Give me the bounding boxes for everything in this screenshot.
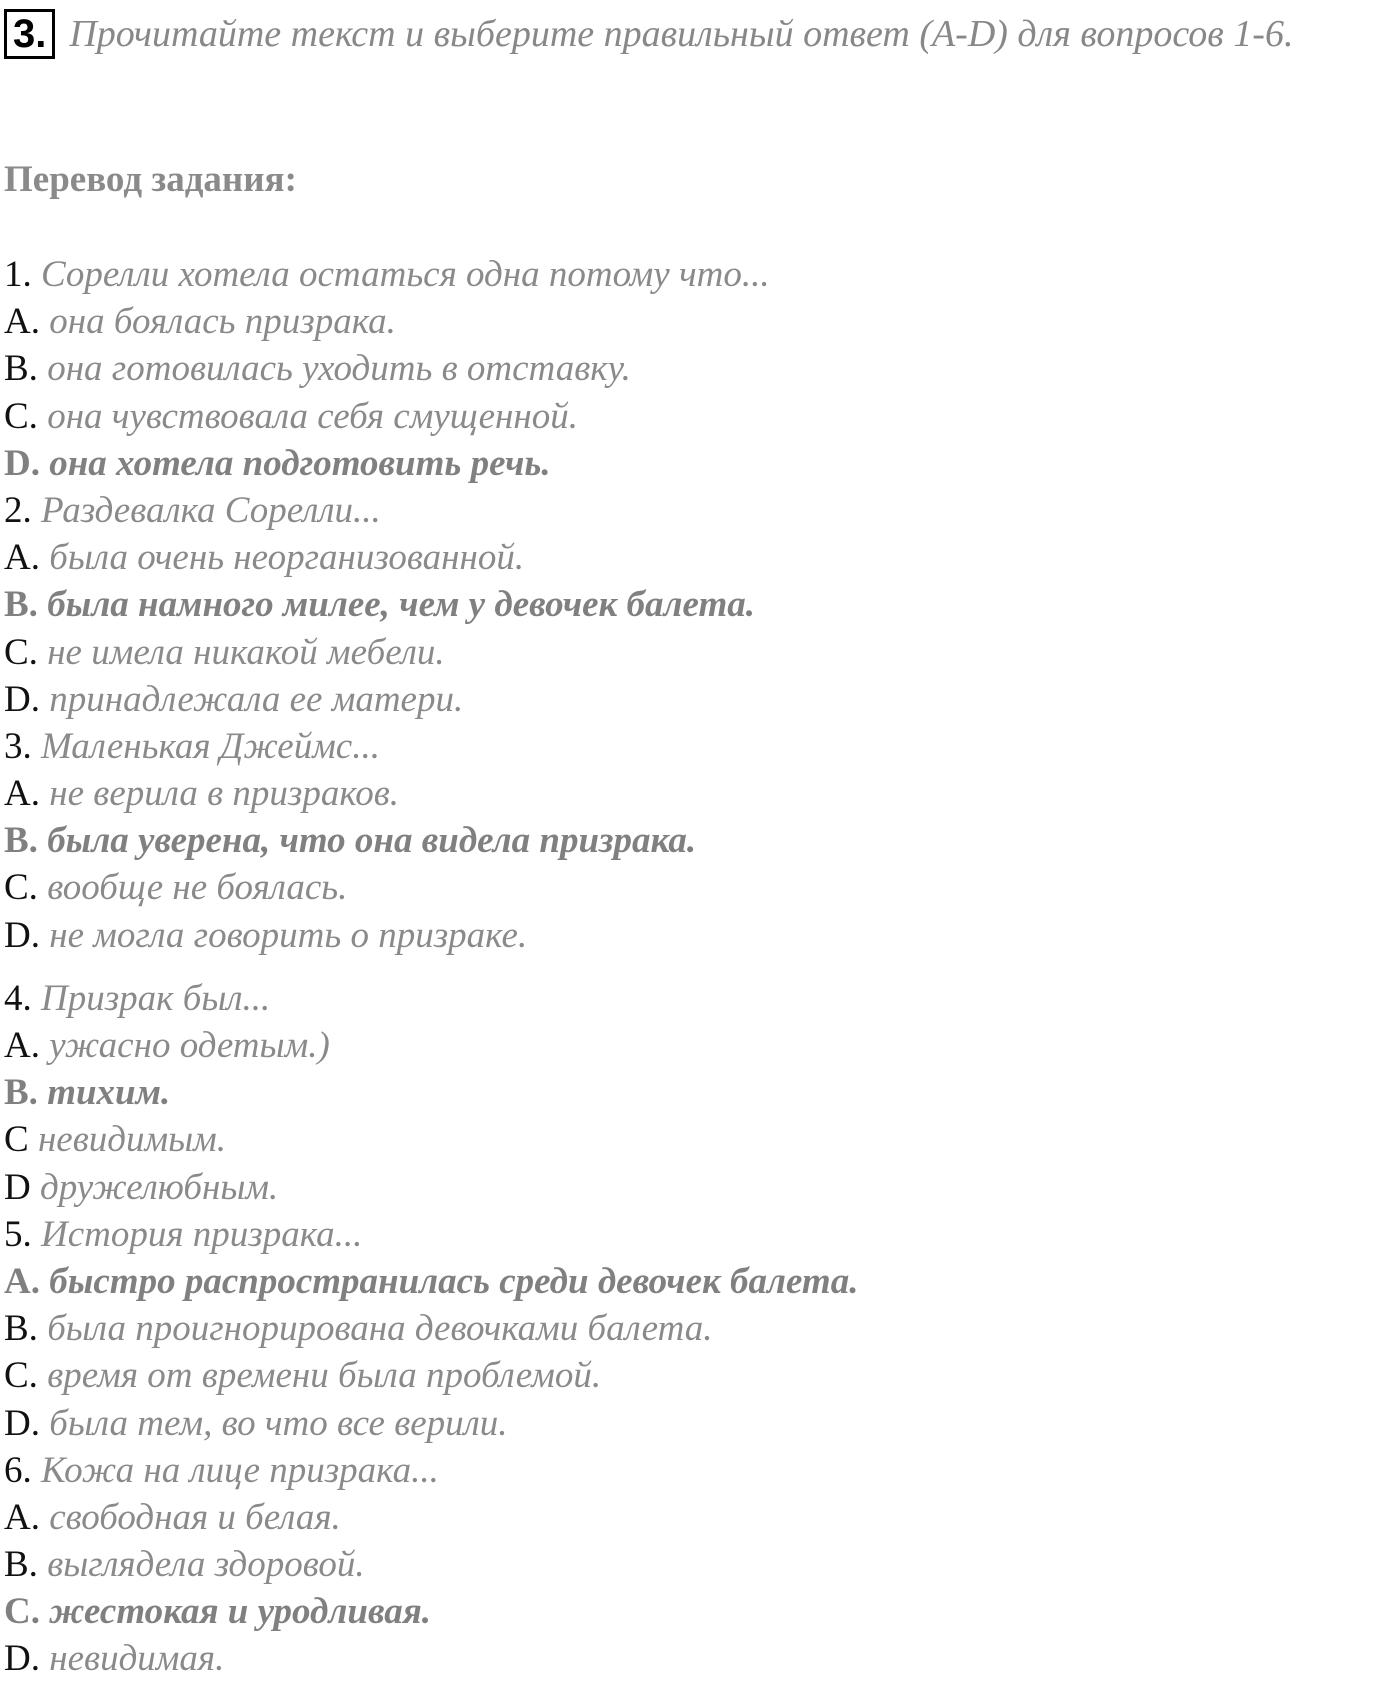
option-text: дружелюбным. xyxy=(39,1166,279,1208)
option-letter: C. xyxy=(4,631,38,673)
option-text: она чувствовала себя смущенной. xyxy=(47,395,578,437)
option-text: принадлежала ее матери. xyxy=(49,678,464,720)
answer-option xyxy=(4,534,1394,581)
answer-option xyxy=(4,629,1394,676)
option-letter: B. xyxy=(4,1072,38,1114)
option-letter: A. xyxy=(4,537,40,579)
question-number: 4. xyxy=(4,977,32,1019)
option-text: была проигнорирована девочками балета. xyxy=(47,1308,713,1350)
option-letter: D. xyxy=(4,678,40,720)
question-number: 1. xyxy=(4,254,32,295)
answer-option xyxy=(4,1400,1394,1447)
option-text: была уверена, что она видела призрака. xyxy=(47,820,697,862)
answer-option xyxy=(4,1352,1394,1399)
option-text: ужасно одетым.) xyxy=(49,1025,330,1066)
option-letter: A. xyxy=(4,1025,40,1066)
option-letter: C xyxy=(4,1119,29,1161)
question-6 xyxy=(4,1447,1394,1494)
question-list xyxy=(4,251,1394,1683)
option-text: вообще не боялась. xyxy=(47,867,348,909)
answer-option xyxy=(4,912,1394,959)
option-letter: C. xyxy=(4,395,38,437)
answer-option-correct xyxy=(4,817,1394,864)
answer-option xyxy=(4,1164,1394,1211)
option-text: свободная и белая. xyxy=(49,1496,341,1538)
option-letter: B. xyxy=(4,584,38,626)
answer-option xyxy=(4,770,1394,817)
option-letter: A. xyxy=(4,773,40,815)
option-text: она боялась призрака. xyxy=(49,301,396,343)
option-text: тихим. xyxy=(47,1072,171,1114)
question-number: 2. xyxy=(4,489,32,531)
option-text: она хотела подготовить речь. xyxy=(49,442,551,484)
option-text: была тем, во что все верили. xyxy=(49,1402,508,1444)
option-letter: D xyxy=(4,1166,31,1208)
option-text: выглядела здоровой. xyxy=(47,1544,365,1586)
option-text: она готовилась уходить в отставку. xyxy=(47,348,631,390)
option-text: не верила в призраков. xyxy=(49,773,400,815)
option-letter: C. xyxy=(4,1591,40,1633)
question-number: 5. xyxy=(4,1213,32,1255)
task-number-box: 3. xyxy=(4,9,55,59)
answer-option xyxy=(4,1635,1394,1682)
answer-option xyxy=(4,345,1394,392)
question-text: Раздевалка Сорелли... xyxy=(41,489,381,531)
answer-option xyxy=(4,1541,1394,1588)
question-5 xyxy=(4,1211,1394,1258)
answer-option xyxy=(4,1022,1394,1069)
question-text: Кожа на лице призрака... xyxy=(41,1449,439,1491)
option-text: была очень неорганизованной. xyxy=(49,537,525,579)
question-4 xyxy=(4,975,1394,1022)
answer-option xyxy=(4,1494,1394,1541)
option-text: не имела никакой мебели. xyxy=(47,631,445,673)
option-letter: B. xyxy=(4,820,38,862)
option-letter: C. xyxy=(4,1355,38,1397)
question-3 xyxy=(4,723,1394,770)
question-text: Маленькая Джеймс... xyxy=(41,725,380,767)
question-number: 3. xyxy=(4,725,32,767)
answer-option xyxy=(4,393,1394,440)
task-instruction: Прочитайте текст и выберите правильный ответ (A-D) для вопросов 1-6. xyxy=(69,13,1294,55)
option-letter: A. xyxy=(4,1496,40,1538)
answer-option-correct xyxy=(4,440,1394,487)
option-text: была намного милее, чем у девочек балета. xyxy=(47,584,755,626)
answer-option-correct xyxy=(4,581,1394,628)
option-text: время от времени была проблемой. xyxy=(47,1355,602,1397)
option-letter: D. xyxy=(4,914,40,956)
question-text: Сорелли хотела остаться одна потому что... xyxy=(41,254,770,295)
option-letter: D. xyxy=(4,1638,40,1680)
option-letter: A. xyxy=(4,1260,40,1302)
answer-option-correct xyxy=(4,1588,1394,1635)
option-text: невидимым. xyxy=(37,1119,227,1161)
answer-option-correct xyxy=(4,1258,1394,1305)
question-text: История призрака... xyxy=(41,1213,363,1255)
question-2 xyxy=(4,487,1394,534)
question-text: Призрак был... xyxy=(41,977,271,1019)
question-1 xyxy=(4,251,1394,298)
option-letter: D. xyxy=(4,442,40,484)
option-text: быстро распространилась среди девочек балета. xyxy=(49,1260,859,1302)
option-letter: B. xyxy=(4,348,38,390)
option-text: невидимая. xyxy=(49,1638,225,1680)
option-letter: D. xyxy=(4,1402,40,1444)
option-text: не могла говорить о призраке. xyxy=(49,914,528,956)
answer-option xyxy=(4,1305,1394,1352)
answer-option xyxy=(4,1116,1394,1163)
option-text: жестокая и уродливая. xyxy=(49,1591,432,1633)
answer-option xyxy=(4,676,1394,723)
answer-option xyxy=(4,864,1394,911)
task-header xyxy=(4,6,1293,62)
option-letter: C. xyxy=(4,867,38,909)
answer-option-correct xyxy=(4,1069,1394,1116)
option-letter: A. xyxy=(4,301,40,343)
section-title: Перевод задания: xyxy=(4,159,297,200)
option-letter: B. xyxy=(4,1544,38,1586)
question-number: 6. xyxy=(4,1449,32,1491)
answer-option xyxy=(4,298,1394,345)
option-letter: B. xyxy=(4,1308,38,1350)
